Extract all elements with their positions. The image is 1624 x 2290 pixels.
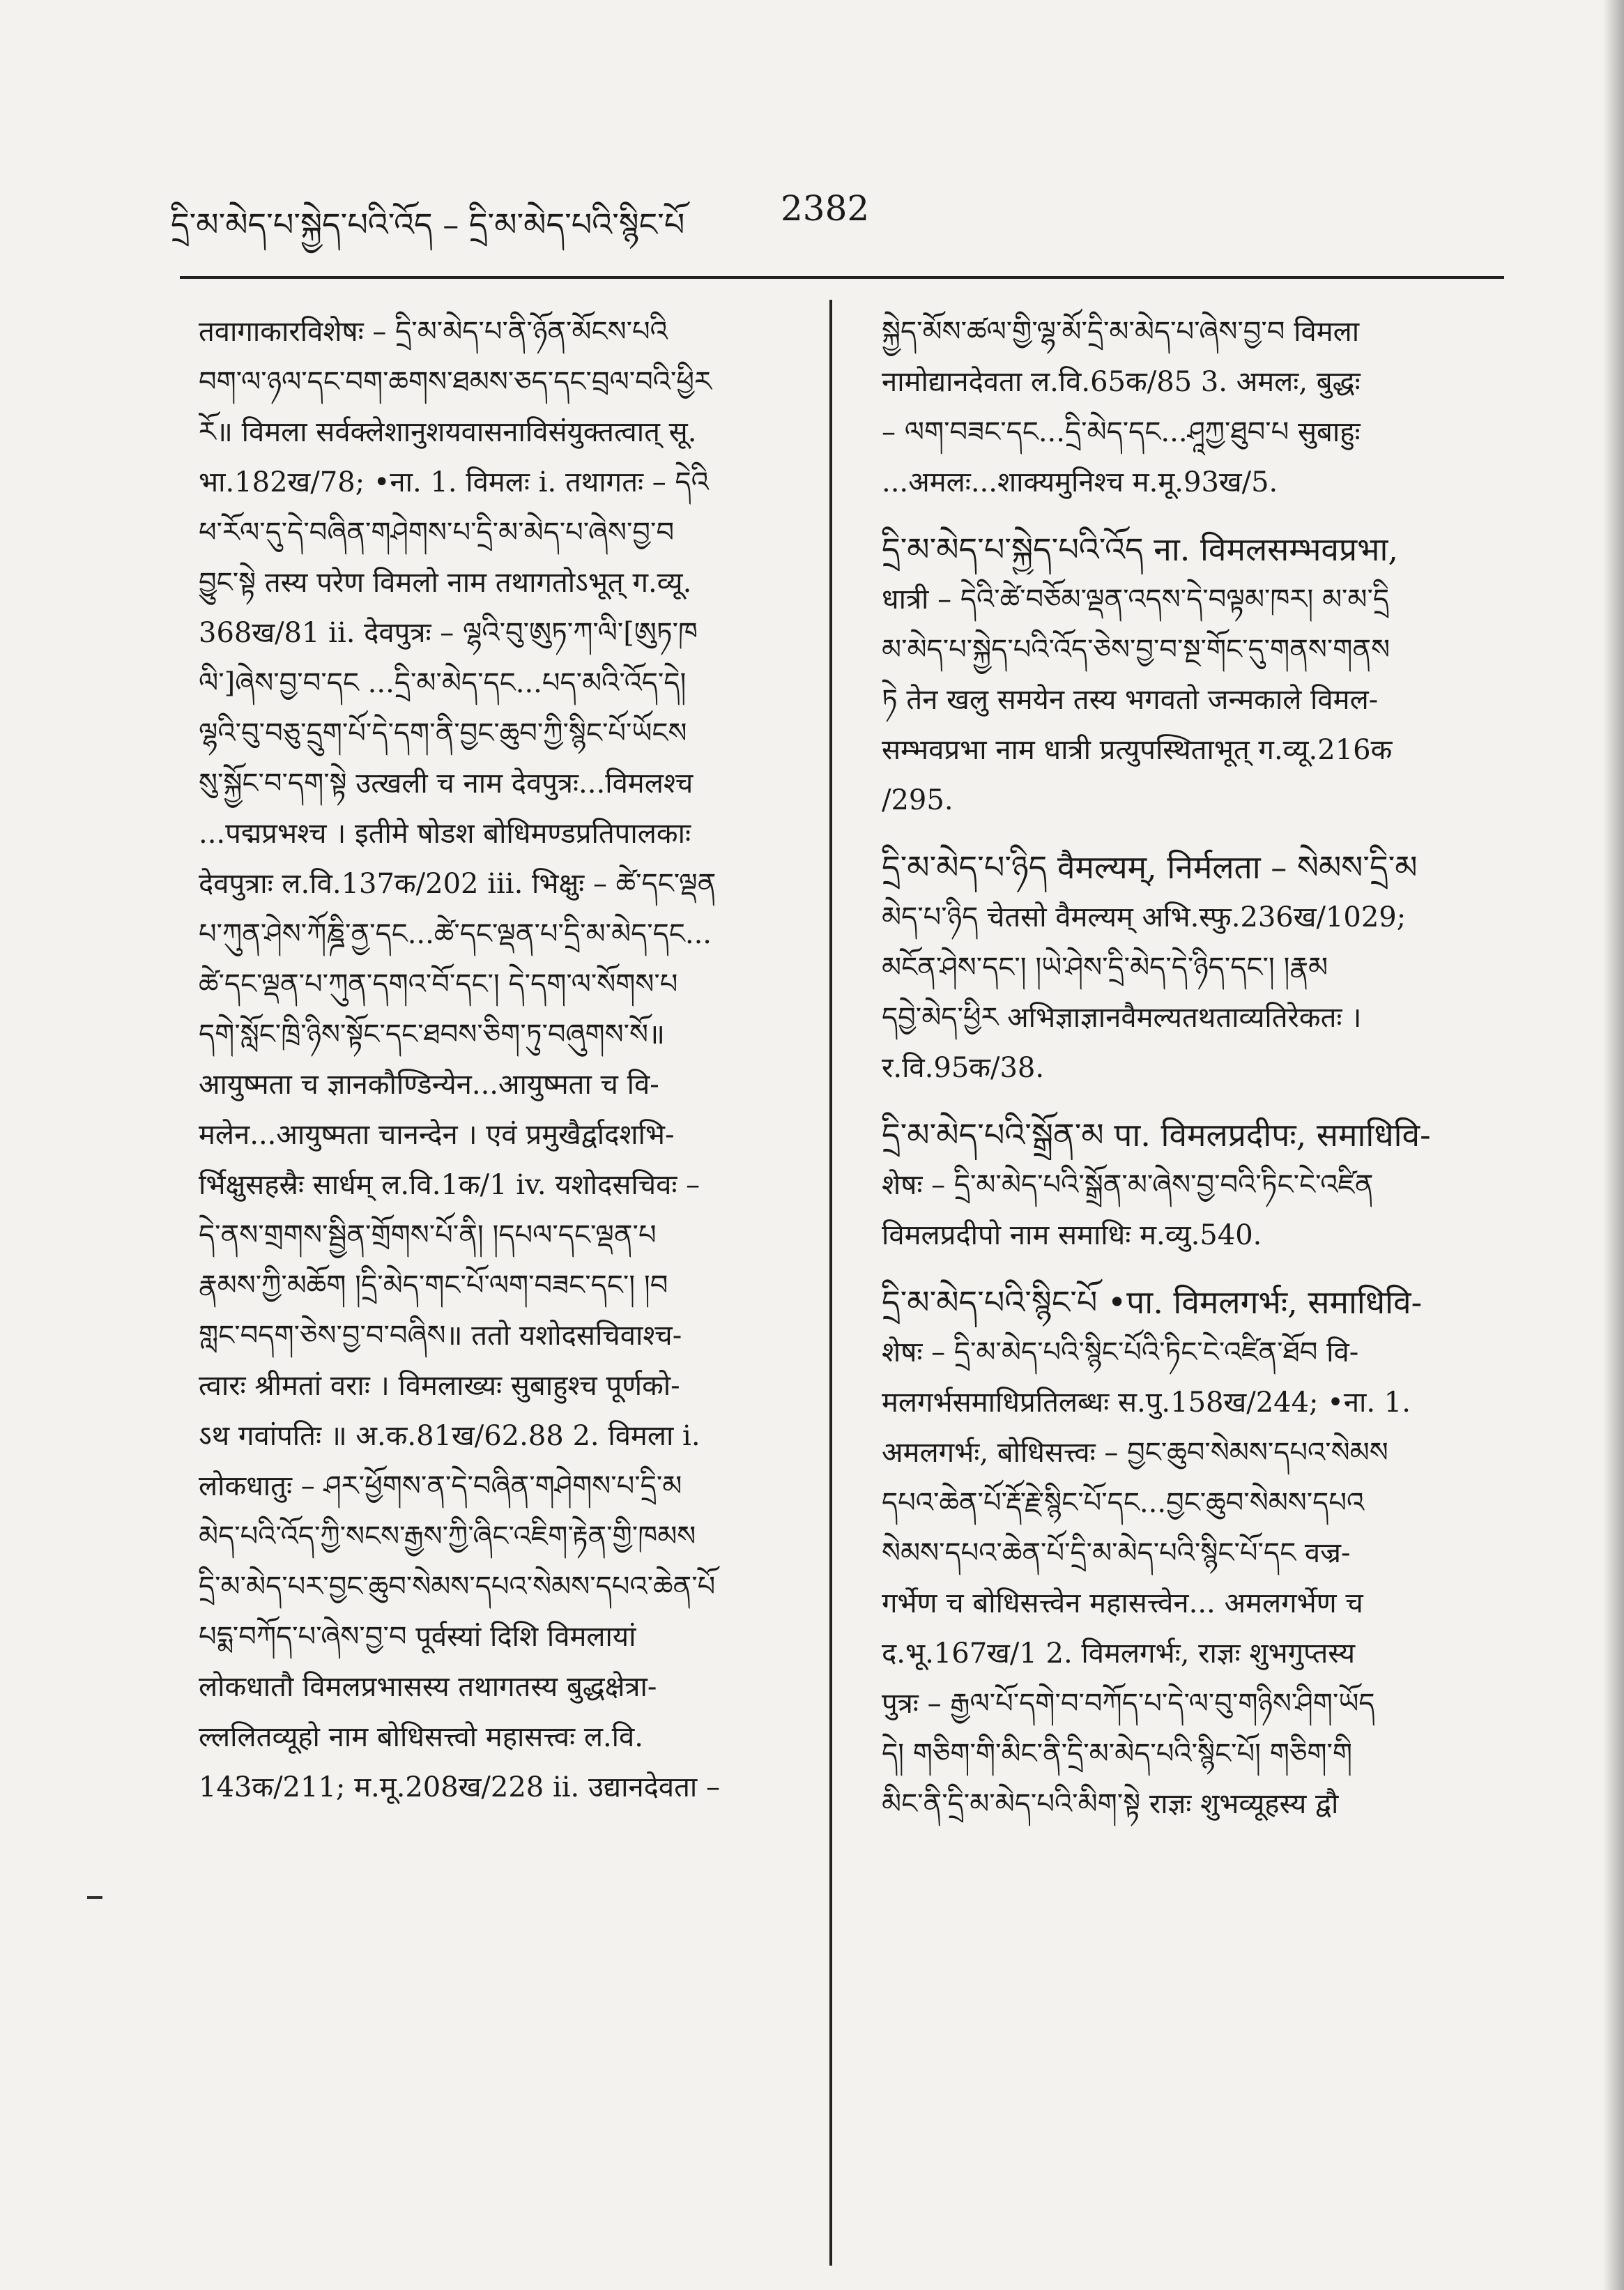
- right-text-line: – ལག་བཟང་དང...དྲི་མེད་དང...ཤཱཀྱ་ཐུབ་པ सुबाहुः: [882, 416, 1361, 448]
- left-text-line: ल्ललितव्यूहो नाम बोधिसत्त्वो महासत्त्वः ल.वि.: [199, 1721, 643, 1753]
- left-text-line: བྱུང་སྟེ तस्य परेण विमलो नाम तथागतोऽभूत् ग.व्यू.: [199, 567, 692, 599]
- right-text-line: ཏེ तेन खलु समयेन तस्य भगवतो जन्मकाले विमल-: [882, 684, 1379, 716]
- right-text-line: མ་མེད་པ་སྐྱེད་པའི་འོད་ཅེས་བྱ་བ་སྔ་གོང་དུ་གནས་གནས: [882, 634, 1391, 666]
- right-text-line: སྐྱེད་མོས་ཚལ་གྱི་ལྷ་མོ་དྲི་མ་མེད་པ་ཞེས་བྱ་བ विमला: [882, 316, 1360, 348]
- column-divider: [829, 300, 832, 2266]
- right-text-line: དེ། གཅིག་གི་མིང་ནི་དྲི་མ་མེད་པའི་སྙིང་པོ། གཅིག་གི: [882, 1738, 1353, 1770]
- right-text-line: /295.: [882, 784, 953, 816]
- margin-mark: [87, 1896, 102, 1899]
- entry-headword-line: དྲི་མ་མེད་པའི་སྒྲོན་མ पा. विमलप्रदीपः, समाधिवि-: [882, 1116, 1431, 1154]
- left-text-line: लोकधातौ विमलप्रभासस्य तथागतस्य बुद्धक्षेत्रा-: [199, 1671, 657, 1703]
- entry-gap: [882, 825, 1495, 842]
- left-text-line: རྣམས་ཀྱི་མཆོག །དྲི་མེད་གང་པོ་ལག་བཟང་དང་། །བ: [199, 1269, 668, 1302]
- left-text-line: देवपुत्राः ल.वि.137क/202 iii. भिक्षुः – ཚེ་དང་ལྡན: [199, 868, 717, 900]
- right-text-line: नामोद्यानदेवता ल.वि.65क/85 3. अमलः, बुद्धः: [882, 366, 1361, 398]
- left-text-line: र्भिक्षुसहस्रैः सार्धम् ल.वि.1क/1 iv. यशोदसचिवः –: [199, 1169, 700, 1201]
- entry-headword-line: དྲི་མ་མེད་པའི་སྙིང་པོ •पा. विमलगर्भः, समाधिवि-: [882, 1283, 1423, 1321]
- left-text-line: བག་ལ་ཉལ་དང་བག་ཆགས་ཐམས་ཅད་དང་བྲལ་བའི་ཕྱིར: [199, 366, 712, 398]
- entry-headword-line: དྲི་མ་མེད་པ་ཉིད वैमल्यम्, निर्मलता – སེམས་དྲི་མ: [882, 848, 1418, 886]
- left-text-line: तवागाकारविशेषः – དྲི་མ་མེད་པ་ནི་ཉོན་མོངས་པའི: [199, 316, 668, 348]
- header-rule: [180, 276, 1504, 279]
- left-text-line: ...पद्मप्रभश्च । इतीमे षोडश बोधिमण्डप्रतिपालकाः: [199, 818, 691, 850]
- left-text-line: ཚེ་དང་ལྡན་པ་ཀུན་དགའ་བོ་དང་། དེ་དག་ལ་སོགས་པ: [199, 968, 678, 1000]
- left-text-line: त्वारः श्रीमतां वराः । विमलाख्यः सुबाहुश्च पूर्णको-: [199, 1370, 680, 1402]
- entry-headword-line: དྲི་མ་མེད་པ་སྐྱེད་པའི་འོད ना. विमलसम्भवप्रभा,: [882, 530, 1399, 568]
- right-text-line: མིང་ནི་དྲི་མ་མེད་པའི་མིག་སྟེ राज्ञः शुभव्यूहस्य द्वौ: [882, 1788, 1339, 1820]
- left-text-line: ལི་]ཞེས་བྱ་བ་དང ...དྲི་མ་མེད་དང...པད་མའི་འོད་དེ།: [199, 667, 687, 699]
- left-text-line: རོ॥ विमला सर्वक्लेशानुशयवासनाविसंयुक्तत्वात् सू.: [199, 416, 697, 448]
- left-text-line: ཕ་རོལ་དུ་དེ་བཞིན་གཤེགས་པ་དྲི་མ་མེད་པ་ཞེས་བྱ་བ: [199, 517, 675, 549]
- left-text-line: མེད་པའི་འོད་ཀྱི་སངས་རྒྱས་ཀྱི་ཞིང་འཇིག་རྟེན་གྱི་ཁམས: [199, 1520, 696, 1552]
- right-text-line: विमलप्रदीपो नाम समाधिः म.व्यु.540.: [882, 1219, 1262, 1251]
- left-text-line: སུ་སྐྱོང་བ་དག་སྟེ उत्खली च नाम देवपुत्रः...विमलश्च: [199, 768, 694, 800]
- left-text-line: भा.182ख/78; •ना. 1. विमलः i. तथागतः – དེའི: [199, 466, 709, 498]
- entry-gap: [882, 1260, 1495, 1277]
- left-text-line: ऽथ गवांपतिः ॥ अ.क.81ख/62.88 2. विमला i.: [199, 1420, 700, 1452]
- right-text-line: སེམས་དཔའ་ཆེན་པོ་དྲི་མ་མེད་པའི་སྙིང་པོ་དང वज्र-: [882, 1537, 1351, 1569]
- entry-gap: [882, 507, 1495, 524]
- running-header: དྲི་མ་མེད་པ་སྐྱེད་པའི་འོད – དྲི་མ་མེད་པའི་སྙིང་པོ: [171, 206, 685, 243]
- left-text-line: ལྷའི་བུ་བཅུ་དྲུག་པོ་དེ་དག་ནི་བྱང་ཆུབ་ཀྱི་སྙིང་པོ་ཡོངས: [199, 717, 687, 749]
- left-text-line: 368ख/81 ii. देवपुत्रः – ལྷའི་བུ་ཨུཏ་ཀ་ལི་[ཨུཏ་ཁ: [199, 617, 698, 649]
- right-text-line: मलगर्भसमाधिप्रतिलब्धः स.पु.158ख/244; •ना. 1.: [882, 1387, 1411, 1419]
- page-number: 2382: [781, 188, 870, 229]
- left-text-line: आयुष्मता च ज्ञानकौण्डिन्येन...आयुष्मता च वि-: [199, 1069, 659, 1101]
- right-text-line: धात्री – དེའི་ཚེ་བཅོམ་ལྡན་འདས་དེ་བལྟམ་ཁར། མ་མ་དྲི: [882, 583, 1390, 616]
- right-text-line: अमलगर्भः, बोधिसत्त्वः – བྱང་ཆུབ་སེམས་དཔའ་སེམས: [882, 1437, 1388, 1469]
- right-text-line: མངོན་ཤེས་དང་། །ཡེ་ཤེས་དྲི་མེད་དེ་ཉིད་དང་། །རྣམ: [882, 952, 1328, 984]
- right-text-line: शेषः – དྲི་མ་མེད་པའི་སྒྲོན་མ་ཞེས་བྱ་བའི་ཏིང་ངེ་འཛིན: [882, 1169, 1374, 1201]
- left-text-line: པ་ཀུན་ཤེས་ཀོཎྜི་ནྱ་དང...ཚེ་དང་ལྡན་པ་དྲི་མ་མེད་དང...: [199, 918, 712, 950]
- right-text-line: शेषः – དྲི་མ་མེད་པའི་སྙིང་པོའི་ཏིང་ངེ་འཛིན་ཐོབ वि-: [882, 1336, 1359, 1368]
- right-text-line: पुत्रः – རྒྱལ་པོ་དགེ་བ་བཀོད་པ་དེ་ལ་བུ་གཉིས་ཤིག་ཡོད: [882, 1688, 1375, 1720]
- right-text-line: र.वि.95क/38.: [882, 1052, 1045, 1084]
- right-text-line: गर्भेण च बोधिसत्त्वेन महासत्त्वेन... अमलगर्भेण च: [882, 1587, 1363, 1619]
- left-text-line: मलेन...आयुष्मता चानन्देन । एवं प्रमुखैर्द्वादशभि-: [199, 1119, 675, 1151]
- left-text-line: लोकधातुः – ཤར་ཕྱོགས་ན་དེ་བཞིན་གཤེགས་པ་དྲི་མ: [199, 1470, 682, 1502]
- right-text-line: सम्भवप्रभा नाम धात्री प्रत्युपस्थिताभूत् ग.व्यू.216क: [882, 734, 1393, 766]
- right-text-line: द.भू.167ख/1 2. विमलगर्भः, राज्ञः शुभगुप्तस्य: [882, 1638, 1356, 1670]
- left-text-line: དགེ་སློང་ཁྲི་ཉིས་སྟོང་དང་ཐབས་ཅིག་ཏུ་བཞུགས་སོ॥: [199, 1018, 665, 1051]
- left-text-line: པདྨ་བཀོད་པ་ཞེས་བྱ་བ पूर्वस्यां दिशि विमलायां: [199, 1621, 636, 1653]
- left-column: [199, 307, 798, 1812]
- right-text-line: དབྱེ་མེད་ཕྱིར अभिज्ञाज्ञानवैमल्यतथताव्यतिरेकतः ।: [882, 1002, 1362, 1034]
- entry-gap: [882, 1093, 1495, 1110]
- left-text-line: དྲི་མ་མེད་པར་བྱང་ཆུབ་སེམས་དཔའ་སེམས་དཔའ་ཆེན་པོ: [199, 1571, 716, 1603]
- right-column: [882, 307, 1495, 1829]
- right-text-line: ...अमलः...शाक्यमुनिश्च म.मू.93ख/5.: [882, 466, 1278, 498]
- right-text-line: དཔའ་ཆེན་པོ་རྡོ་རྗེ་སྙིང་པོ་དང...བྱང་ཆུབ་སེམས་དཔའ: [882, 1487, 1365, 1519]
- left-text-line: དེ་ནས་གྲགས་སྦྱིན་གྲོགས་པོ་ནི། །དཔལ་དང་ལྡན་པ: [199, 1219, 657, 1251]
- right-text-line: མེད་པ་ཉིད चेतसो वैमल्यम् अभि.स्फु.236ख/1029;: [882, 901, 1407, 933]
- left-text-line: གླང་བདག་ཅེས་བྱ་བ་བཞིས॥ ततो यशोदसचिवाश्च-: [199, 1320, 682, 1352]
- left-text-line: 143क/211; म.मू.208ख/228 ii. उद्यानदेवता –: [199, 1771, 721, 1803]
- page-edge-shadow: [1603, 0, 1624, 2290]
